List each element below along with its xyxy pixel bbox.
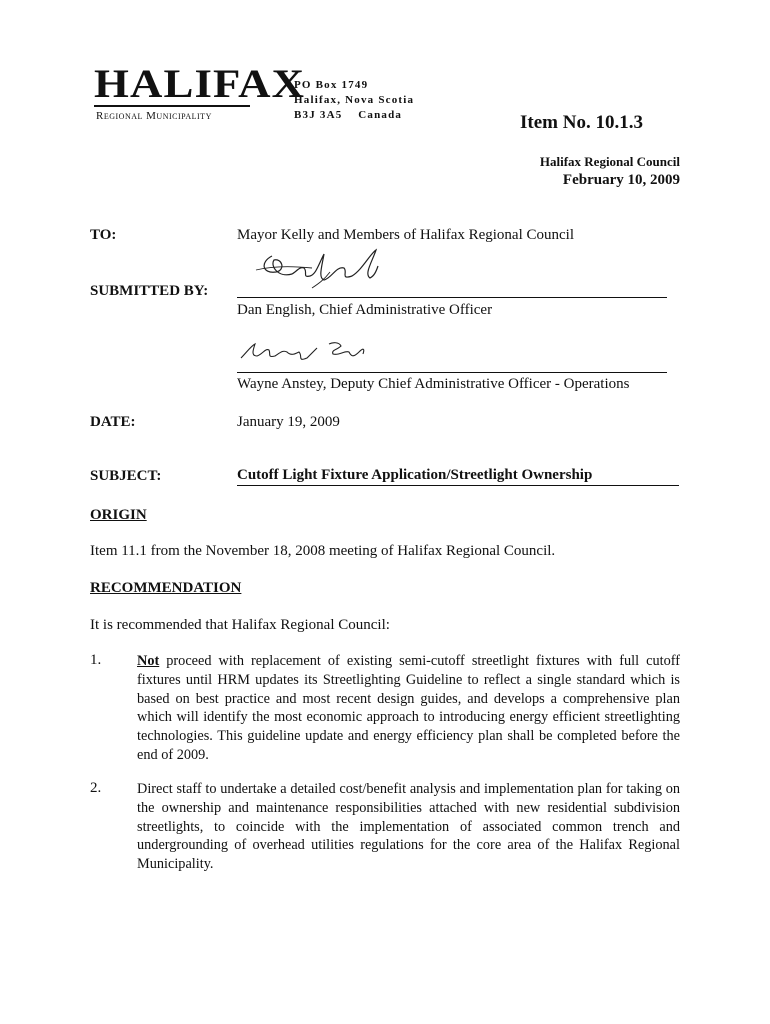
item-1-number: 1. [90,652,102,668]
logo-wordmark: HALIFAX [94,61,306,106]
meeting-date: February 10, 2009 [562,172,680,188]
logo-subtitle: Regional Municipality [96,110,212,122]
address-line: B3J 3A5 Canada [294,109,403,121]
recommendation-heading: RECOMMENDATION [90,580,242,596]
signature-line-1 [237,297,667,298]
item-number: Item No. 10.1.3 [520,112,643,133]
to-value: Mayor Kelly and Members of Halifax Regional Council [237,227,575,243]
item-2-number: 2. [90,780,102,796]
date-label: DATE: [90,414,136,430]
signature-line-2 [237,372,667,373]
submitted-by-label: SUBMITTED BY: [90,283,209,299]
logo-rule [94,105,250,107]
submitter-2: Wayne Anstey, Deputy Chief Administrative Officer - Operations [237,376,630,392]
to-label: TO: [90,227,117,243]
signature-dan-english [252,244,402,294]
signature-wayne-anstey [237,336,377,366]
mailing-address [294,78,414,123]
origin-text: Item 11.1 from the November 18, 2008 meeting of Halifax Regional Council. [90,543,556,559]
address-line: PO Box 1749 [294,79,369,91]
recommendation-item-2 [137,780,680,874]
subject-value: Cutoff Light Fixture Application/Streetlight Ownership [237,467,679,486]
recommendation-item-1 [137,652,680,765]
item-1-emphasis: Not [137,653,160,669]
recommendation-intro: It is recommended that Halifax Regional Council: [90,617,390,633]
subject-label: SUBJECT: [90,468,162,484]
item-2-text: Direct staff to undertake a detailed cost/benefit analysis and implementation plan for taking on the ownership and maintenance responsibilities attached with new residential subdivision streetlights, to coincide with the implementation of associated common trench and undergrounding of overhead utilities regulations for the core area of the Halifax Regional Municipality. [137,781,680,873]
submitter-1: Dan English, Chief Administrative Officer [237,302,493,318]
date-value: January 19, 2009 [237,414,340,430]
item-1-text: proceed with replacement of existing semi-cutoff streetlight fixtures with full cutoff fixtures until HRM updates its Streetlighting Guideline to reflect a single standard which is based on best practice and most recent design guides, and develops a comprehensive plan which will identify the most economic approach to introducing energy efficient streetlighting technologies. This guideline update and energy efficiency plan shall be completed before the end of 2009. [137,653,680,763]
origin-heading: ORIGIN [90,507,147,523]
address-line: Halifax, Nova Scotia [294,94,415,106]
meeting-body: Halifax Regional Council [539,154,680,169]
halifax-logo [90,61,306,126]
